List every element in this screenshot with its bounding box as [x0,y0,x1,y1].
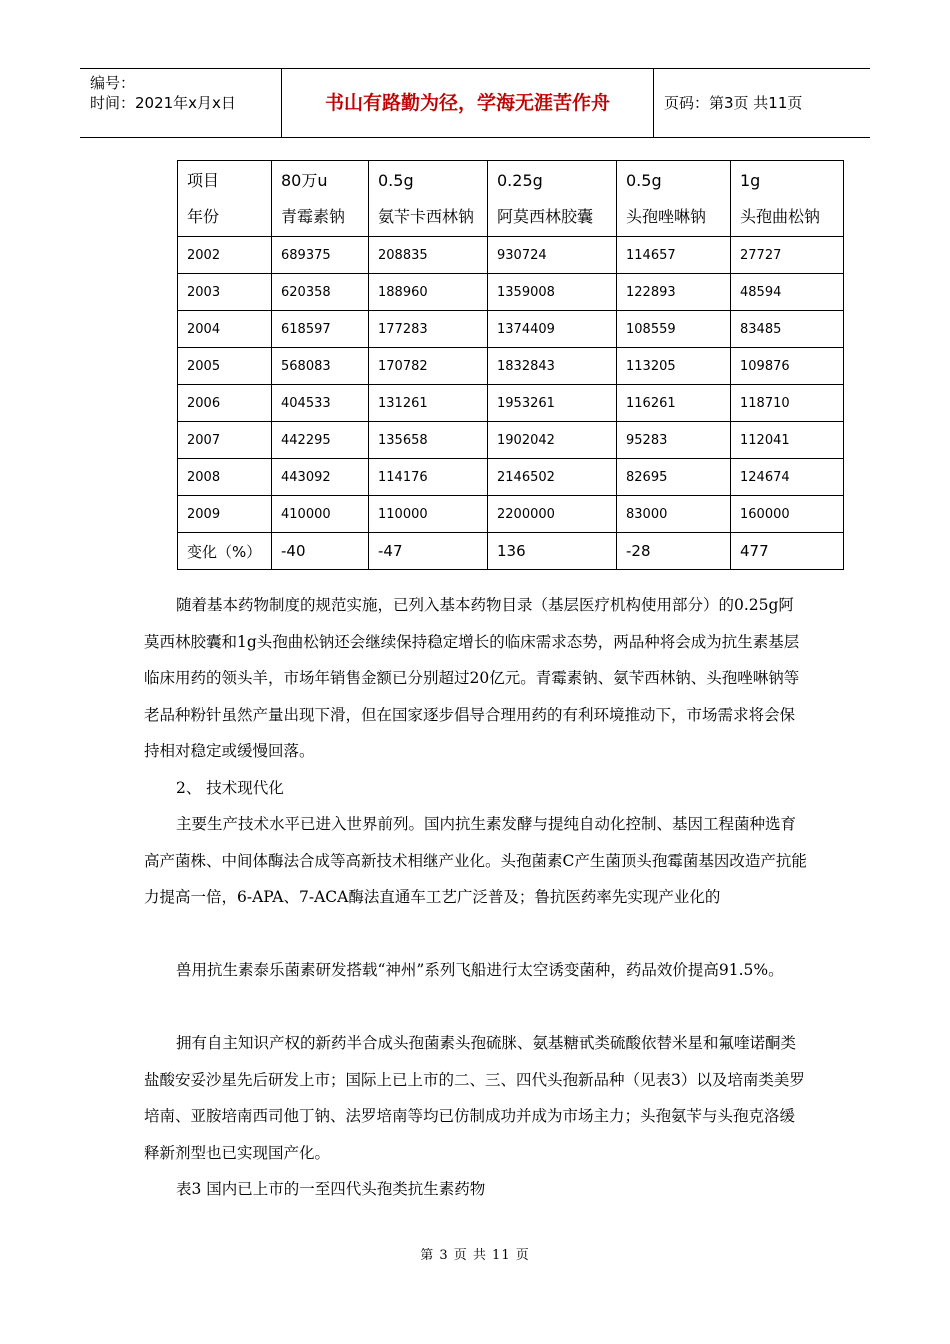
table-cell: 112041 [731,422,844,459]
table-row [178,311,844,348]
table-cell: 410000 [272,496,369,533]
table-cell: 1374409 [488,311,617,348]
table-row [178,533,844,570]
table-header-cell [369,161,488,237]
table-cell: 208835 [369,237,488,274]
paragraph-3: 兽用抗生素泰乐菌素研发搭载“神州”系列飞船进行太空诱变菌种，药品效价提高91.5%。 [176,961,784,979]
table-cell: 2006 [178,385,272,422]
table-cell: 124674 [731,459,844,496]
table-row [178,496,844,533]
table-cell: -47 [369,533,488,570]
table-cell: 110000 [369,496,488,533]
table-cell: 1902042 [488,422,617,459]
table-row [178,237,844,274]
table-cell: 27727 [731,237,844,274]
table-cell: 135658 [369,422,488,459]
table-cell: 2200000 [488,496,617,533]
table-cell: -28 [617,533,731,570]
paragraph-2: 主要生产技术水平已进入世界前列。国内抗生素发酵与提纯自动化控制、基因工程菌种选育高产菌株、中间体酶法合成等高新技术相继产业化。头孢菌素C产生菌顶头孢霉菌基因改造产抗能力提高一倍，6-APA、7-ACA酶法直通车工艺广泛普及；鲁抗医药率先实现产业化的 [144,815,807,906]
table-header-cell [272,161,369,237]
table-cell: 689375 [272,237,369,274]
table-cell: 177283 [369,311,488,348]
table-header-cell [617,161,731,237]
header-drug-name: 年份 [187,206,220,226]
table-cell: 1359008 [488,274,617,311]
table-cell: 2005 [178,348,272,385]
table-row [178,459,844,496]
table-cell: 2009 [178,496,272,533]
table-row [178,348,844,385]
section-heading-2: 2、 技术现代化 [176,779,284,797]
table-cell: 1832843 [488,348,617,385]
table-cell: -40 [272,533,369,570]
table-header-cell [178,161,272,237]
table-cell: 404533 [272,385,369,422]
time-label: 时间：2021年x月x日 [90,94,236,112]
page-header [80,68,870,138]
table-cell: 618597 [272,311,369,348]
page-footer: 第 3 页 共 11 页 [420,1248,530,1263]
table-cell: 442295 [272,422,369,459]
table-cell: 2008 [178,459,272,496]
header-drug-name: 氨苄卡西林钠 [378,206,475,226]
table-cell: 116261 [617,385,731,422]
table-cell: 95283 [617,422,731,459]
table-cell: 122893 [617,274,731,311]
header-spec: 80万u [281,170,328,190]
table-cell: 变化（%） [178,533,272,570]
table-cell: 188960 [369,274,488,311]
table-cell: 83000 [617,496,731,533]
table-cell: 160000 [731,496,844,533]
paragraph-4: 拥有自主知识产权的新药半合成头孢菌素头孢硫脒、氨基糖甙类硫酸依替米星和氟喹诺酮类盐酸安妥沙星先后研发上市；国际上已上市的二、三、四代头孢新品种（见表3）以及培南类美罗培南、亚胺培南西司他丁钠、法罗培南等均已仿制成功并成为市场主力；头孢氨苄与头孢克洛缓释新剂型也已实现国产化。 [144,1034,805,1162]
header-spec: 0.5g [626,170,662,190]
header-drug-name: 阿莫西林胶囊 [497,206,594,226]
table-row [178,385,844,422]
table-header-cell [731,161,844,237]
table-3-caption: 表3 国内已上市的一至四代头孢类抗生素药物 [176,1180,486,1198]
header-motto: 书山有路勤为径，学海无涯苦作舟 [282,69,654,137]
header-spec: 0.25g [497,170,543,190]
table-cell: 108559 [617,311,731,348]
table-cell: 620358 [272,274,369,311]
table-cell: 109876 [731,348,844,385]
table-cell: 170782 [369,348,488,385]
table-cell: 443092 [272,459,369,496]
header-drug-name: 头孢唑啉钠 [626,206,707,226]
table-cell: 114176 [369,459,488,496]
header-spec: 项目 [187,170,220,190]
sales-table [177,160,844,570]
table-cell: 114657 [617,237,731,274]
table-cell: 131261 [369,385,488,422]
table-cell: 2007 [178,422,272,459]
header-page-info: 页码：第3页 共11页 [664,94,803,112]
table-cell: 136 [488,533,617,570]
table-cell: 477 [731,533,844,570]
table-row [178,422,844,459]
header-spec: 0.5g [378,170,414,190]
table-cell: 930724 [488,237,617,274]
table-header-cell [488,161,617,237]
table-cell: 2004 [178,311,272,348]
table-cell: 2003 [178,274,272,311]
paragraph-1: 随着基本药物制度的规范实施，已列入基本药物目录（基层医疗机构使用部分）的0.25g阿莫西林胶囊和1g头孢曲松钠还会继续保持稳定增长的临床需求态势，两品种将会成为抗生素基层临床用药的领头羊，市场年销售金额已分别超过20亿元。青霉素钠、氨苄西林钠、头孢唑啉钠等老品种粉针虽然产量出现下滑，但在国家逐步倡导合理用药的有利环境推动下，市场需求将会保持相对稳定或缓慢回落。 [144,596,800,760]
table-row [178,274,844,311]
number-label: 编号： [90,74,136,92]
table-cell: 568083 [272,348,369,385]
table-cell: 2146502 [488,459,617,496]
table-cell: 82695 [617,459,731,496]
table-cell: 2002 [178,237,272,274]
table-cell: 113205 [617,348,731,385]
header-drug-name: 青霉素钠 [281,206,346,226]
header-spec: 1g [740,170,761,190]
table-header-row [178,161,844,237]
header-meta [80,69,282,137]
table-cell: 83485 [731,311,844,348]
table-cell: 48594 [731,274,844,311]
table-cell: 1953261 [488,385,617,422]
header-drug-name: 头孢曲松钠 [740,206,821,226]
table-cell: 118710 [731,385,844,422]
